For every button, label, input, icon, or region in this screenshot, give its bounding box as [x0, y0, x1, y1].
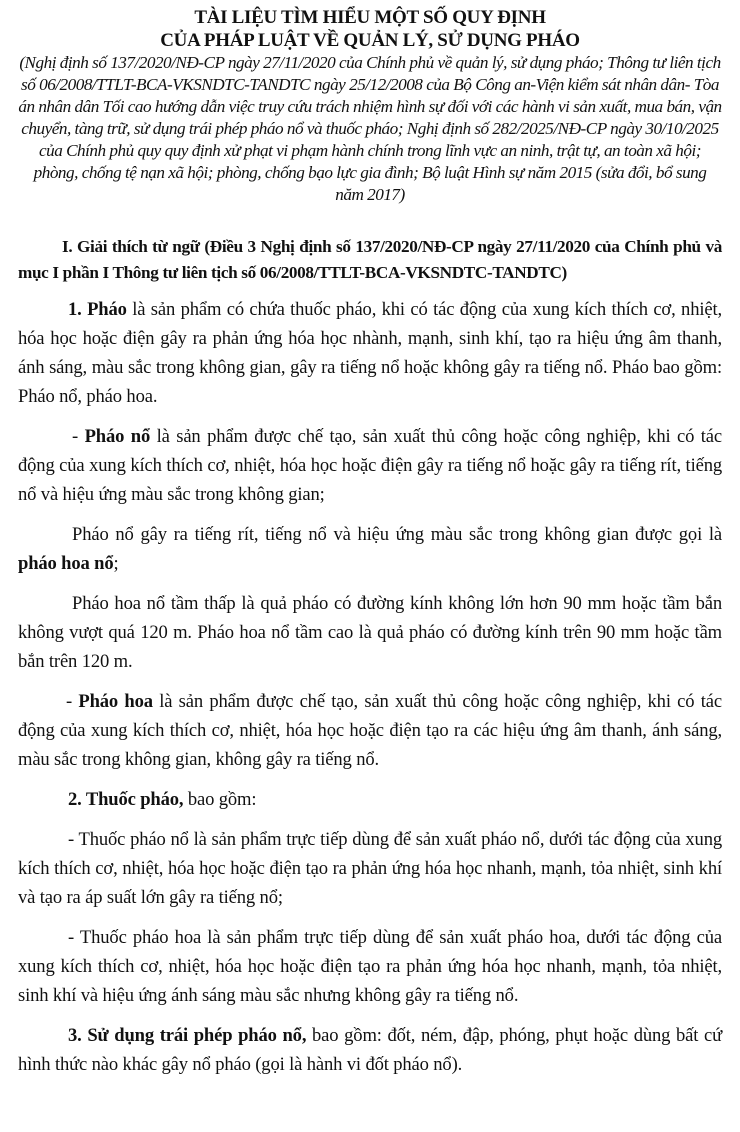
item-number: 1.	[68, 299, 88, 320]
definition-phao-hoa	[18, 687, 722, 774]
definition-thuoc-phao-no: - Thuốc pháo nổ là sản phẩm trực tiếp dùng để sản xuất pháo nổ, dưới tác động của xung kích thích cơ, nhiệt, hóa học hoặc điện tạo ra phản ứng hóa học nhanh, mạnh, tỏa nhiệt, sinh khí và tạo ra áp suất lớn gây ra tiếng nổ;	[18, 829, 722, 908]
definition-phao	[18, 295, 722, 411]
definition-text: bao gồm: đốt, ném, đập, phóng, phụt hoặc dùng bất cứ hình thức nào khác gây nổ pháo (gọi là hành vi đốt pháo nổ).	[18, 1025, 722, 1075]
term-phao-hoa: Pháo hoa	[78, 691, 153, 712]
punctuation: ;	[113, 553, 119, 574]
definition-thuoc-phao	[18, 785, 722, 814]
definition-text: là sản phẩm được chế tạo, sản xuất thủ công hoặc công nghiệp, khi có tác động của xung kích thích cơ, nhiệt, hóa học hoặc điện gây ra tiếng nổ hoặc gây ra tiếng rít, tiếng nổ và hiệu ứng màu sắc trong không gian;	[18, 426, 723, 505]
term-su-dung-trai-phep: 3. Sử dụng trái phép pháo nổ,	[68, 1025, 307, 1046]
definition-text: Pháo nổ gây ra tiếng rít, tiếng nổ và hiệu ứng màu sắc trong không gian được gọi là	[72, 524, 722, 545]
dash-prefix: -	[72, 426, 85, 447]
definition-su-dung-trai-phep	[18, 1021, 722, 1079]
term-phao-hoa-no: pháo hoa nổ	[18, 553, 114, 574]
term-phao: Pháo	[87, 299, 127, 320]
spacer	[18, 206, 722, 234]
definition-text: là sản phẩm được chế tạo, sản xuất thủ công hoặc công nghiệp, khi có tác động của xung kích thích cơ, nhiệt, hóa học hoặc điện tạo ra các hiệu ứng âm thanh, ánh sáng, màu sắc trong không gian, không gây ra tiếng nổ.	[18, 691, 722, 770]
range-classification: Pháo hoa nổ tầm thấp là quả pháo có đường kính không lớn hơn 90 mm hoặc tầm bắn không vượt quá 120 m. Pháo hoa nổ tầm cao là quả pháo có đường kính trên 90 mm hoặc tầm bắn trên 120 m.	[18, 593, 722, 672]
section-1-heading: I. Giải thích từ ngữ (Điều 3 Nghị định số 137/2020/NĐ-CP ngày 27/11/2020 của Chính phủ và mục I phần I Thông tư liên tịch số 06/2008/TTLT-BCA-VKSNDTC-TANDTC)	[18, 237, 722, 282]
term-phao-no: Pháo nổ	[84, 426, 151, 447]
definition-text: là sản phẩm có chứa thuốc pháo, khi có tác động của xung kích thích cơ, nhiệt, hóa học hoặc điện gây ra phản ứng hóa học nhành, mạnh, sinh khí, tạo ra hiệu ứng âm thanh, ánh sáng, màu sắc trong không gian, gây ra tiếng nổ hoặc không gây ra tiếng nổ. Pháo bao gồm: Pháo nổ, pháo hoa.	[18, 299, 722, 407]
definition-phao-hoa-no	[18, 520, 722, 578]
dash-prefix: -	[66, 691, 79, 712]
definition-text: bao gồm:	[183, 789, 257, 810]
term-thuoc-phao: . Thuốc pháo,	[77, 789, 184, 810]
title-line-1: TÀI LIỆU TÌM HIỂU MỘT SỐ QUY ĐỊNH	[194, 7, 546, 28]
item-number: 2	[68, 789, 78, 810]
title-line-2: CỦA PHÁP LUẬT VỀ QUẢN LÝ, SỬ DỤNG PHÁO	[160, 30, 580, 51]
legal-basis-subtitle: (Nghị định số 137/2020/NĐ-CP ngày 27/11/2020 của Chính phủ về quản lý, sử dụng pháo; Thông tư liên tịch số 06/2008/TTLT-BCA-VKSNDTC-TANDTC ngày 25/12/2008 của Bộ Công an-Viện kiểm sát nhân dân- Tòa án nhân dân Tối cao hướng dẫn việc truy cứu trách nhiệm hình sự đối với các hành vi sản xuất, mua bán, vận chuyển, tàng trữ, sử dụng trái phép pháo nổ và thuốc pháo; Nghị định số 282/2025/NĐ-CP ngày 30/10/2025 của Chính phủ quy quy định xử phạt vi phạm hành chính trong lĩnh vực an ninh, trật tự, an toàn xã hội; phòng, chống tệ nạn xã hội; phòng, chống bạo lực gia đình; Bộ luật Hình sự năm 2015 (sửa đổi, bổ sung năm 2017)	[18, 53, 722, 204]
definition-phao-no	[18, 422, 722, 509]
definition-thuoc-phao-hoa: - Thuốc pháo hoa là sản phẩm trực tiếp dùng để sản xuất pháo hoa, dưới tác động của xung kích thích cơ, nhiệt, hóa học hoặc điện tạo ra phản ứng hóa học nhanh, mạnh, tỏa nhiệt, sinh khí và hiệu ứng ánh sáng màu sắc nhưng không gây ra tiếng nổ.	[18, 927, 722, 1006]
document-title	[18, 6, 722, 52]
